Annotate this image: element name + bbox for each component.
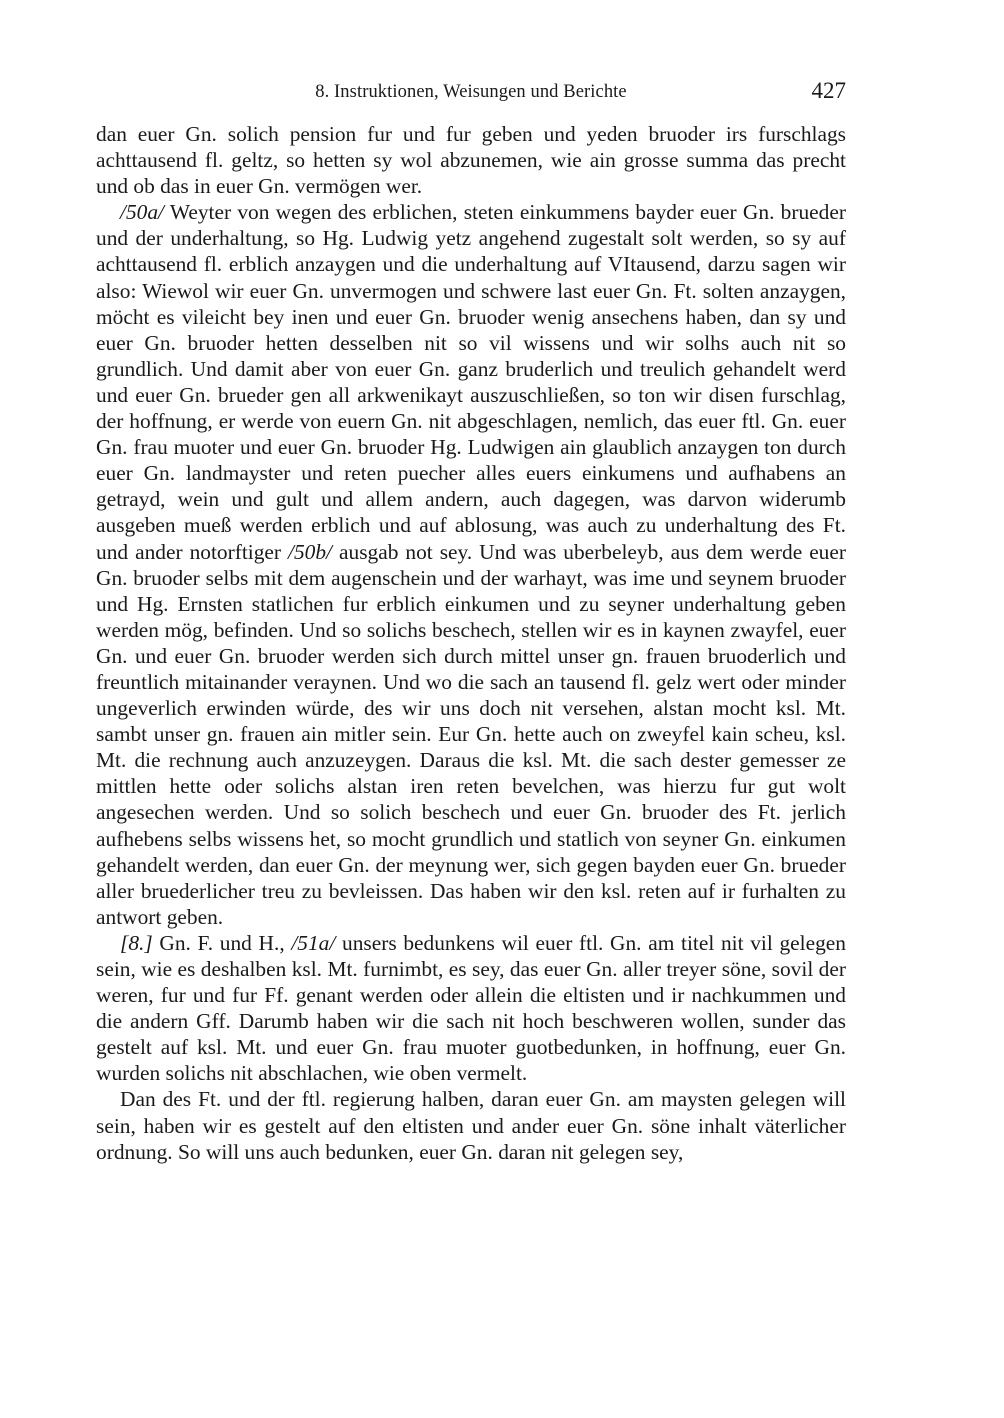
paragraph [96, 930, 846, 1087]
text-run: unsers bedunkens wil euer ftl. Gn. am titel nit vil gelegen sein, wie es deshalben ksl. Mt. furnimbt, es sey, das euer Gn. aller treyer söne, sovil der weren, fur und fur Ff. genant werden oder allein die eltisten und ir nachkummen und die andern Gff. Darumb haben wir die sach nit hoch beschweren wollen, sunder das gestelt auf ksl. Mt. und euer Gn. frau muoter guotbedunken, in hoffnung, euer Gn. wurden solichs nit abschlachen, wie oben vermelt. [96, 930, 846, 1086]
text-run: Weyter von wegen des erblichen, steten einkummens bayder euer Gn. brueder und der underhaltung, so Hg. Ludwig yetz angehend zugestalt solt werden, so sy auf achttausend fl. erblich anzaygen und die underhaltung auf VItausend, darzu sagen wir also: Wiewol wir euer Gn. unvermogen und schwere last euer Gn. Ft. solten anzaygen, möcht es vileicht bey inen und euer Gn. bruoder wenig ansechens haben, dan sy und euer Gn. bruoder hetten desselben nit so vil wissens und wir solhs auch nit so grundlich. Und damit aber von euer Gn. ganz bruderlich und treulich gehandelt werd und euer Gn. brueder gen all arkwenikayt auszuschließen, so ton wir disen furschlag, der hoffnung, er werde von euern Gn. nit abgeschlagen, nemlich, das euer ftl. Gn. euer Gn. frau muoter und euer Gn. bruoder Hg. Ludwigen ain glaublich anzaygen ton durch euer Gn. landmayster und reten puecher alles euers einkumens und aufhabens an getrayd, wein und gult und allem andern, auch dagegen, was darvon widerumb ausgeben mueß werden erblich und auf ablosung, was auch zu underhaltung des Ft. und ander notorftiger [96, 200, 846, 564]
folio-marker: /50a/ [120, 200, 164, 225]
text-run: ausgab not sey. Und was uberbeleyb, aus dem werde euer Gn. bruoder selbs mit dem augenschein und der warhayt, was ime und seynem bruoder und Hg. Ernsten statlichen fur erblich einkumen und zu seyner underhaltung geben werden mög, befinden. Und so solichs beschech, stellen wir es in kaynen zwayfel, euer Gn. und euer Gn. bruoder werden sich durch mittel unser gn. frauen bruoderlich und freuntlich mitainander veraynen. Und wo die sach an tausend fl. gelz wert oder minder ungeverlich erwinden würde, des wir uns doch nit versehen, alstan mocht ksl. Mt. sambt unser gn. frauen ain mitler sein. Eur Gn. hette auch on zweyfel kain scheu, ksl. Mt. die rechnung auch anzuzeygen. Daraus die ksl. Mt. die sach dester gemesser ze mittlen hette oder solichs alstan iren reten bevelchen, was hierzu fur gut wolt angesechen werden. Und so solich beschech und euer Gn. bruoder des Ft. jerlich aufhebens selbs wissens het, so mocht grundlich und statlich von seyner Gn. einkumen gehandelt werden, dan euer Gn. der meynung wer, sich gegen bayden euer Gn. brueder aller bruederlicher treu zu bevleissen. Das haben wir den ksl. reten auf ir furhalten zu antwort geben. [96, 539, 846, 929]
paragraph [96, 199, 846, 930]
text-run: Dan des Ft. und der ftl. regierung halben, daran euer Gn. am maysten gelegen will sein, haben wir es gestelt auf den eltisten und ander euer Gn. söne inhalt väterlicher ordnung. So will uns auch bedunken, euer Gn. daran nit gelegen sey, [96, 1087, 846, 1164]
page-number: 427 [811, 78, 846, 103]
paragraph [96, 1086, 846, 1164]
folio-marker: /51a/ [291, 930, 336, 955]
text-run: Gn. F. und H., [152, 930, 292, 955]
text-run: dan euer Gn. solich pension fur und fur geben und yeden bruoder irs furschlags achttausend fl. geltz, so hetten sy wol abzunemen, wie ain grosse summa das precht und ob das in euer Gn. vermögen wer. [96, 122, 846, 199]
running-head [96, 78, 846, 108]
folio-marker: /50b/ [288, 539, 333, 564]
body-text [96, 121, 846, 1165]
folio-marker: [8.] [120, 930, 153, 955]
paragraph [96, 121, 846, 199]
running-title: 8. Instruktionen, Weisungen und Berichte [315, 82, 627, 102]
